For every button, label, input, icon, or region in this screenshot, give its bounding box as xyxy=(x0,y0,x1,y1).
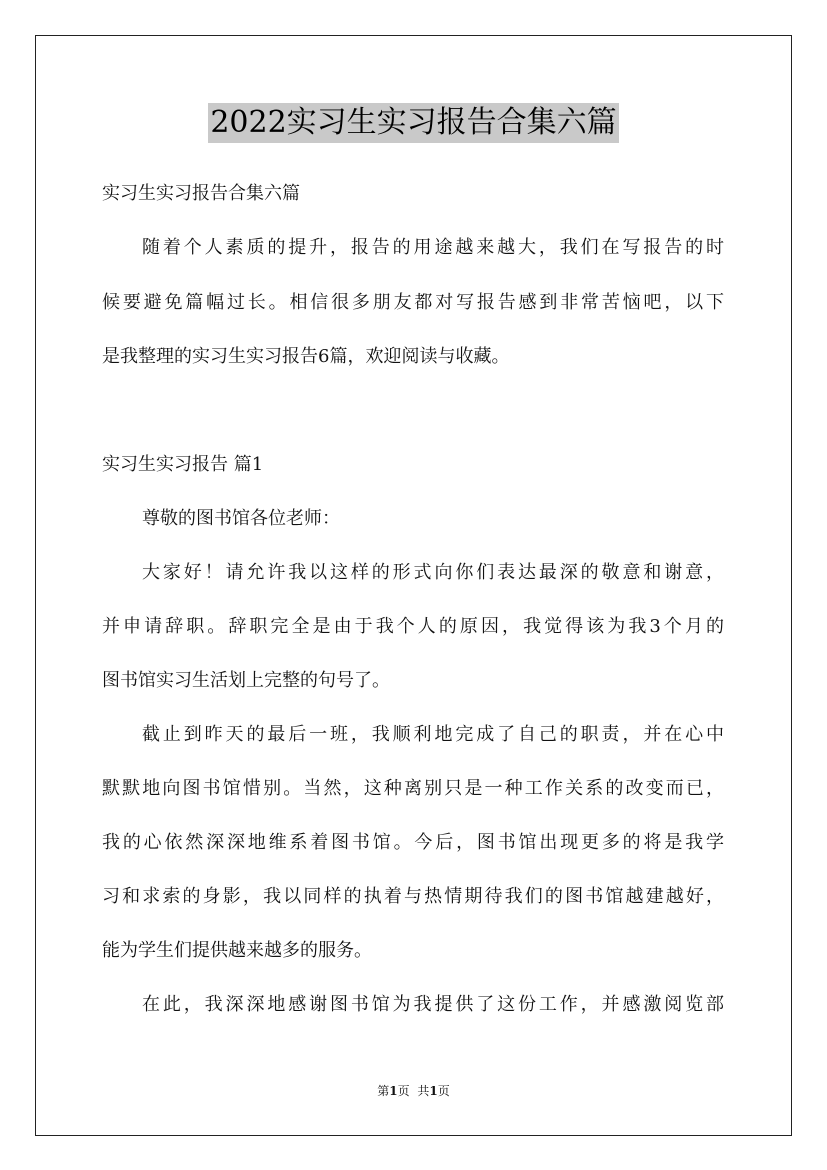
paragraph2-line-1: 截止到昨天的最后一班，我顺利地完成了自己的职责，并在心中 xyxy=(142,724,724,745)
title-container xyxy=(0,103,827,143)
paragraph1-line-1: 大家好！请允许我以这样的形式向你们表达最深的敬意和谢意， xyxy=(142,562,724,583)
footer-page-suffix: 页 xyxy=(397,1084,410,1098)
paragraph1-line-2: 并申请辞职。辞职完全是由于我个人的原因，我觉得该为我3个月的 xyxy=(102,616,724,637)
salutation: 尊敬的图书馆各位老师： xyxy=(142,508,340,529)
paragraph2-line-4: 习和求索的身影，我以同样的执着与热情期待我们的图书馆越建越好， xyxy=(102,886,724,907)
footer-prefix: 第 xyxy=(377,1084,390,1098)
footer-page-number: 1 xyxy=(389,1084,398,1098)
section-heading: 实习生实习报告 篇1 xyxy=(102,454,264,475)
intro-line-1: 随着个人素质的提升，报告的用途越来越大，我们在写报告的时 xyxy=(142,237,724,258)
intro-line-3: 是我整理的实习生实习报告6篇，欢迎阅读与收藏。 xyxy=(102,346,510,367)
paragraph2-line-5: 能为学生们提供越来越多的服务。 xyxy=(102,940,372,961)
paragraph1-line-3: 图书馆实习生活划上完整的句号了。 xyxy=(102,670,390,691)
footer-total-suffix: 页 xyxy=(437,1084,450,1098)
document-title: 2022实习生实习报告合集六篇 xyxy=(208,103,618,143)
paragraph3-line-1: 在此，我深深地感谢图书馆为我提供了这份工作，并感激阅览部 xyxy=(142,994,724,1015)
page-footer xyxy=(0,1083,827,1099)
intro-line-2: 候要避免篇幅过长。相信很多朋友都对写报告感到非常苦恼吧，以下 xyxy=(102,292,724,313)
paragraph2-line-3: 我的心依然深深地维系着图书馆。今后，图书馆出现更多的将是我学 xyxy=(102,832,724,853)
footer-total-pages: 1 xyxy=(429,1084,438,1098)
footer-total-prefix: 共 xyxy=(417,1084,430,1098)
paragraph2-line-2: 默默地向图书馆惜别。当然，这种离别只是一种工作关系的改变而已， xyxy=(102,778,724,799)
document-subtitle: 实习生实习报告合集六篇 xyxy=(102,183,300,204)
